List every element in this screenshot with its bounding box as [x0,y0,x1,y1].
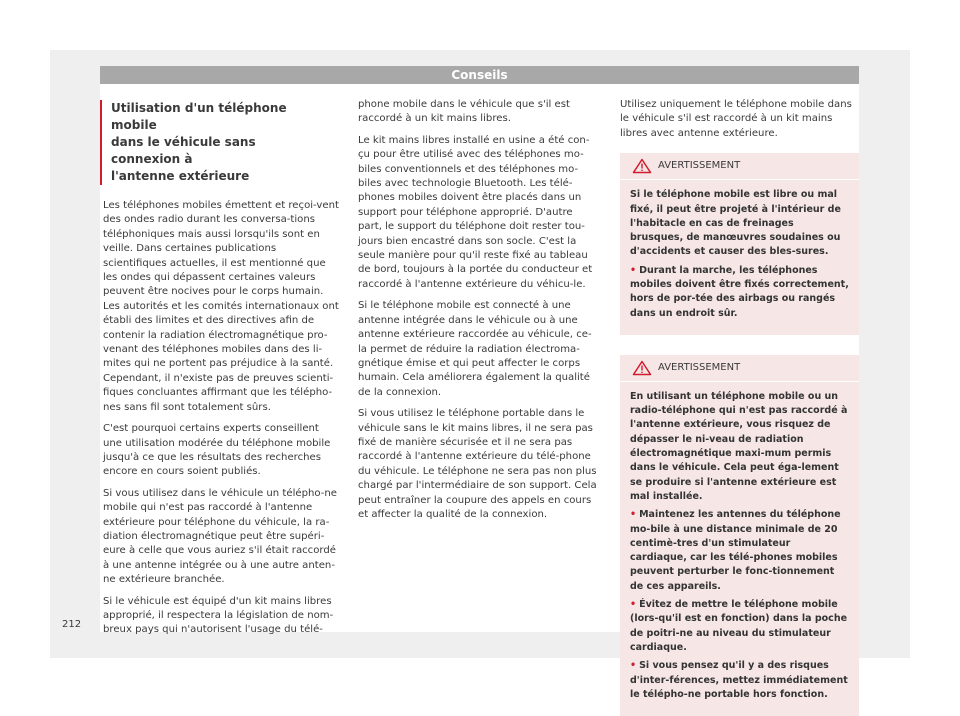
warning-body [620,382,859,702]
paragraph: phone mobile dans le véhicule que s'il est raccordé à un kit mains libres. [358,99,570,125]
section-title-line: l'antenne extérieure [111,169,250,183]
warning-bullet: • Si vous pensez qu'il y a des risques d'inter-férences, mettez immédiatement le télépho-ne portable hors fonction. [630,660,848,700]
page-content [100,84,859,700]
paragraph: Si vous utilisez le téléphone portable dans le véhicule sans le kit mains libres, il ne sera pas fixé de manière sécurisée et il ne sera pas raccordé à l'antenne extérieure du télé-phone du véhicule. Le téléphone ne sera pas non plus chargé par l'intermédiaire de son support. Cela peut entraîner la coupure des appels en cours et affecter la qualité de la connexion. [358,408,597,520]
column-1-text [100,199,340,638]
page-number: 212 [62,619,82,630]
warning-body [620,180,859,321]
paragraph: C'est pourquoi certains experts conseillent une utilisation modérée du téléphone mobile jusqu'à ce que les résultats des recherches encore en cours soient publiés. [103,423,331,478]
bullet-icon: • [630,509,637,521]
warning-header [620,153,859,180]
bullet-icon: • [630,660,637,672]
section-title [100,100,321,185]
warning-bullet: • Évitez de mettre le téléphone mobile (lors-qu'il est en fonction) dans la poche de poitri-ne au niveau du stimulateur cardiaque. [630,599,848,653]
paragraph: Le kit mains libres installé en usine a été con-çu pour être utilisé avec des téléphones mo-biles conventionnels et des téléphones mo-biles avec technologie Bluetooth. Les télé-phones mobiles doivent être placés dans un support pour téléphone approprié. D'autre part, le support du téléphone doit rester tou-jours bien encastré dans son socle. C'est la seule manière pour qu'il reste fixé au tableau de bord, toujours à la portée du conducteur et raccordé à l'antenne extérieure du véhicu-le. [358,134,593,290]
warning-text: En utilisant un téléphone mobile ou un radio-téléphone qui n'est pas raccordé à l'antenne extérieure, vous risquez de dépasser le ni-veau de radiation électromagnétique maxi-mum permis dans le véhicule. Cela peut éga-lement se produire si l'antenne extérieure est mal installée. [630,390,848,502]
warning-triangle-icon [632,360,652,376]
warning-header [620,355,859,382]
column-2 [358,98,598,529]
paragraph: Utilisez uniquement le téléphone mobile dans le véhicule s'il est raccordé à un kit mains libres avec antenne extérieure. [620,99,852,139]
warning-bullet: • Maintenez les antennes du téléphone mo-bile à une distance minimale de 20 centimè-tres d'un stimulateur cardiaque, car les télé-phones mobiles peuvent perturber le fonc-tionnement de ces appareils. [630,509,841,592]
paragraph: Les téléphones mobiles émettent et reçoi-vent des ondes radio durant les conversa-tions téléphoniques mais aussi lorsqu'ils sont en veille. Dans certaines publications scientifiques actuelles, il est mentionné que les ondes qui dépassent certaines valeurs peuvent être nocives pour le corps humain. Les autorités et les comités internationaux ont établi des limites et des directives afin de contenir la radiation électromagnétique pro-venant des téléphones mobiles dans des li-mites qui ne portent pas préjudice à la santé. Cependant, il n'existe pas de preuves scienti-fiques concluantes affirmant que les télépho-nes sans fil sont totalement sûrs. [103,200,339,413]
warning-text: Si le téléphone mobile est libre ou mal fixé, il peut être projeté à l'intérieur de l'habitacle en cas de freinages brusques, de manœuvres soudaines ou d'accidents et causer des bles-sures. [630,189,841,258]
bullet-icon: • [630,599,637,611]
warning-triangle-icon [632,158,652,174]
paragraph: Si vous utilisez dans le véhicule un télépho-ne mobile qui n'est pas raccordé à l'antenne extérieure pour téléphone du véhicule, la ra-diation électromagnétique peut être supéri-eure à celle que vous auriez s'il était raccordé à une antenne intégrée ou à une autre anten-ne extérieure branchée. [103,487,338,586]
column-1 [100,98,340,645]
warning-bullet: • Durant la marche, les téléphones mobiles doivent être fixés correctement, hors de por-tée des airbags ou rangés dans un endroit sûr. [630,264,849,319]
paragraph: Si le véhicule est équipé d'un kit mains libres approprié, il respectera la législation de nom-breux pays qui n'autorisent l'usage du télé- [103,595,334,636]
column-3 [620,98,859,716]
warning-box-1 [620,153,859,335]
page-header: Conseils [100,66,859,84]
warning-box-2 [620,355,859,716]
bullet-icon: • [630,264,637,276]
section-title-line: Utilisation d'un téléphone mobile [111,101,287,132]
warning-label: AVERTISSEMENT [658,160,741,172]
paragraph: Si le téléphone mobile est connecté à une antenne intégrée dans le véhicule ou à une antenne extérieure raccordée au véhicule, ce-la permet de réduire la radiation électroma-gnétique émise et qui peut affecter le corps humain. Cela améliorera également la qualité de la connexion. [358,300,592,398]
section-title-line: dans le véhicule sans connexion à [111,135,256,166]
warning-label: AVERTISSEMENT [658,361,741,373]
